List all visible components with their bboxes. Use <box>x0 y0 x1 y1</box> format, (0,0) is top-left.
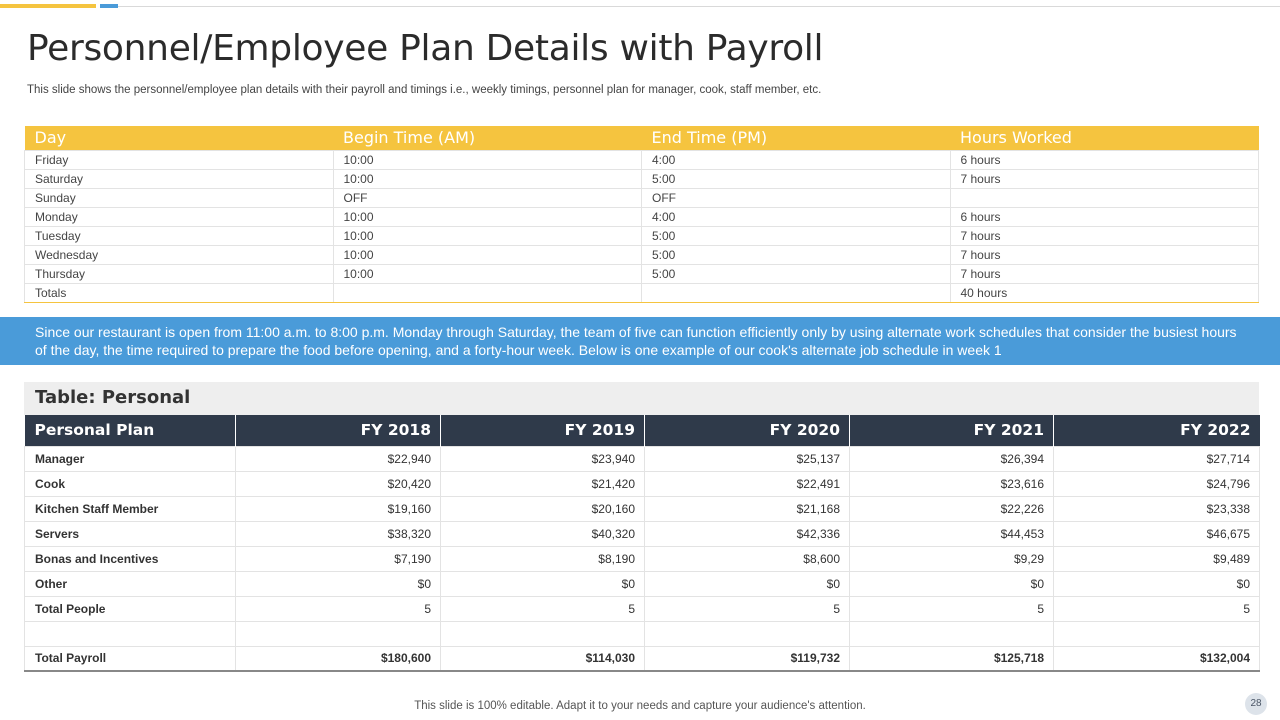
personal-row-cell: Total Payroll <box>25 646 236 671</box>
personal-row-cell: $24,796 <box>1054 471 1260 496</box>
personal-row-cell: $23,616 <box>850 471 1054 496</box>
schedule-header-cell: Begin Time (AM) <box>333 126 642 150</box>
personal-row-cell: Total People <box>25 596 236 621</box>
personal-row-cell: $23,940 <box>441 446 645 471</box>
personal-row-cell: Servers <box>25 521 236 546</box>
personal-row-cell: 5 <box>236 596 441 621</box>
schedule-row <box>25 150 1259 169</box>
schedule-row-cell: 10:00 <box>333 150 642 169</box>
schedule-row-cell: 5:00 <box>642 264 951 283</box>
schedule-row-cell: 10:00 <box>333 226 642 245</box>
personal-row-cell <box>236 621 441 646</box>
schedule-row-cell: Monday <box>25 207 334 226</box>
schedule-row-cell: 10:00 <box>333 207 642 226</box>
personal-row-cell: $0 <box>1054 571 1260 596</box>
schedule-row <box>25 188 1259 207</box>
personal-row-cell <box>850 621 1054 646</box>
page-number-badge: 28 <box>1245 693 1267 715</box>
personal-row-cell <box>441 621 645 646</box>
personal-header-cell: FY 2021 <box>850 415 1054 446</box>
personal-row-cell: $38,320 <box>236 521 441 546</box>
personal-header-cell: FY 2018 <box>236 415 441 446</box>
schedule-row-cell: 10:00 <box>333 264 642 283</box>
personal-row-cell: $46,675 <box>1054 521 1260 546</box>
personal-row-cell: $132,004 <box>1054 646 1260 671</box>
personal-row-cell: $40,320 <box>441 521 645 546</box>
info-banner: Since our restaurant is open from 11:00 a.m. to 8:00 p.m. Monday through Saturday, the team of five can function efficiently only by using alternate work schedules that consider the busiest hours of the day, the time required to prepare the food before opening, and a forty-hour week. Below is one example of our cook's alternate job schedule in week 1 <box>0 317 1280 365</box>
personal-row-cell: $26,394 <box>850 446 1054 471</box>
personal-row <box>25 496 1260 521</box>
personal-row-cell <box>1054 621 1260 646</box>
schedule-header-cell: End Time (PM) <box>642 126 951 150</box>
personal-header-row <box>25 415 1260 446</box>
personal-row-cell: $8,190 <box>441 546 645 571</box>
personal-row-cell: Kitchen Staff Member <box>25 496 236 521</box>
personal-row-cell: 5 <box>441 596 645 621</box>
schedule-row <box>25 169 1259 188</box>
personal-row-cell: $19,160 <box>236 496 441 521</box>
personal-row <box>25 446 1260 471</box>
schedule-row-cell: 7 hours <box>950 226 1259 245</box>
personal-row-cell: $22,226 <box>850 496 1054 521</box>
page-title: Personnel/Employee Plan Details with Payroll <box>27 28 824 69</box>
schedule-row-cell: Totals <box>25 283 334 302</box>
schedule-row-cell: 10:00 <box>333 169 642 188</box>
schedule-header-cell: Hours Worked <box>950 126 1259 150</box>
personal-row-cell: $22,491 <box>645 471 850 496</box>
personal-row-cell: 5 <box>850 596 1054 621</box>
personal-row-cell: $22,940 <box>236 446 441 471</box>
personal-row-cell: Cook <box>25 471 236 496</box>
personal-row-cell: $20,160 <box>441 496 645 521</box>
personal-row-cell: $23,338 <box>1054 496 1260 521</box>
personal-row-cell: $21,420 <box>441 471 645 496</box>
schedule-row-cell: 5:00 <box>642 169 951 188</box>
schedule-row-cell: Tuesday <box>25 226 334 245</box>
schedule-row-cell: 40 hours <box>950 283 1259 302</box>
schedule-row <box>25 226 1259 245</box>
schedule-row-cell: Saturday <box>25 169 334 188</box>
personal-header-cell: FY 2019 <box>441 415 645 446</box>
personal-header-cell: FY 2022 <box>1054 415 1260 446</box>
schedule-row <box>25 207 1259 226</box>
personal-row-cell: Bonas and Incentives <box>25 546 236 571</box>
top-accent-bar-blue <box>100 4 118 8</box>
personal-row <box>25 471 1260 496</box>
personal-row-cell: 5 <box>645 596 850 621</box>
personal-row <box>25 546 1260 571</box>
personal-row <box>25 646 1260 671</box>
personal-row-cell: Other <box>25 571 236 596</box>
top-divider <box>118 6 1280 7</box>
personal-row-cell: $119,732 <box>645 646 850 671</box>
schedule-row-cell: 7 hours <box>950 264 1259 283</box>
personal-row-cell: $125,718 <box>850 646 1054 671</box>
personal-row-cell: $44,453 <box>850 521 1054 546</box>
personal-row-cell <box>25 621 236 646</box>
top-accent-bar <box>0 4 96 8</box>
schedule-row <box>25 264 1259 283</box>
personal-row-cell: $9,489 <box>1054 546 1260 571</box>
personal-table-caption: Table: Personal <box>24 382 1259 415</box>
personal-row-cell: $25,137 <box>645 446 850 471</box>
schedule-row-cell: OFF <box>333 188 642 207</box>
personal-row-cell: 5 <box>1054 596 1260 621</box>
schedule-row-cell: Wednesday <box>25 245 334 264</box>
personal-row-cell <box>645 621 850 646</box>
schedule-row-cell: 5:00 <box>642 245 951 264</box>
personal-header-cell: FY 2020 <box>645 415 850 446</box>
personal-row-cell: $7,190 <box>236 546 441 571</box>
personal-row-cell: $0 <box>441 571 645 596</box>
personal-row-cell: $9,29 <box>850 546 1054 571</box>
footer-note: This slide is 100% editable. Adapt it to your needs and capture your audience's attention. <box>414 700 866 712</box>
schedule-header-row <box>25 126 1259 150</box>
schedule-row <box>25 245 1259 264</box>
personal-plan-table <box>24 415 1260 672</box>
schedule-row-cell: 6 hours <box>950 150 1259 169</box>
schedule-row-cell: Thursday <box>25 264 334 283</box>
personal-header-cell: Personal Plan <box>25 415 236 446</box>
schedule-row-cell <box>950 188 1259 207</box>
personal-row-cell: $114,030 <box>441 646 645 671</box>
personal-row <box>25 521 1260 546</box>
schedule-row-cell: 7 hours <box>950 245 1259 264</box>
schedule-row-cell: 10:00 <box>333 245 642 264</box>
schedule-row-cell <box>642 283 951 302</box>
schedule-row-cell: Friday <box>25 150 334 169</box>
personal-row-cell: $42,336 <box>645 521 850 546</box>
personal-row <box>25 596 1260 621</box>
schedule-table <box>24 126 1259 303</box>
personal-row-cell: $21,168 <box>645 496 850 521</box>
schedule-row-cell: 6 hours <box>950 207 1259 226</box>
schedule-header-cell: Day <box>25 126 334 150</box>
schedule-row-cell: Sunday <box>25 188 334 207</box>
personal-row-cell: $0 <box>645 571 850 596</box>
schedule-row-cell: 4:00 <box>642 207 951 226</box>
personal-row <box>25 571 1260 596</box>
schedule-row-cell: OFF <box>642 188 951 207</box>
personal-row-cell: $0 <box>236 571 441 596</box>
personal-row-cell: Manager <box>25 446 236 471</box>
personal-row-cell: $8,600 <box>645 546 850 571</box>
schedule-row-cell: 7 hours <box>950 169 1259 188</box>
schedule-row <box>25 283 1259 302</box>
personal-row-cell: $180,600 <box>236 646 441 671</box>
page-subtitle: This slide shows the personnel/employee plan details with their payroll and timings i.e., weekly timings, personnel plan for manager, cook, staff member, etc. <box>27 84 822 96</box>
schedule-row-cell <box>333 283 642 302</box>
personal-row-cell: $0 <box>850 571 1054 596</box>
personal-row-cell: $27,714 <box>1054 446 1260 471</box>
personal-row-cell: $20,420 <box>236 471 441 496</box>
schedule-row-cell: 4:00 <box>642 150 951 169</box>
personal-row <box>25 621 1260 646</box>
schedule-row-cell: 5:00 <box>642 226 951 245</box>
